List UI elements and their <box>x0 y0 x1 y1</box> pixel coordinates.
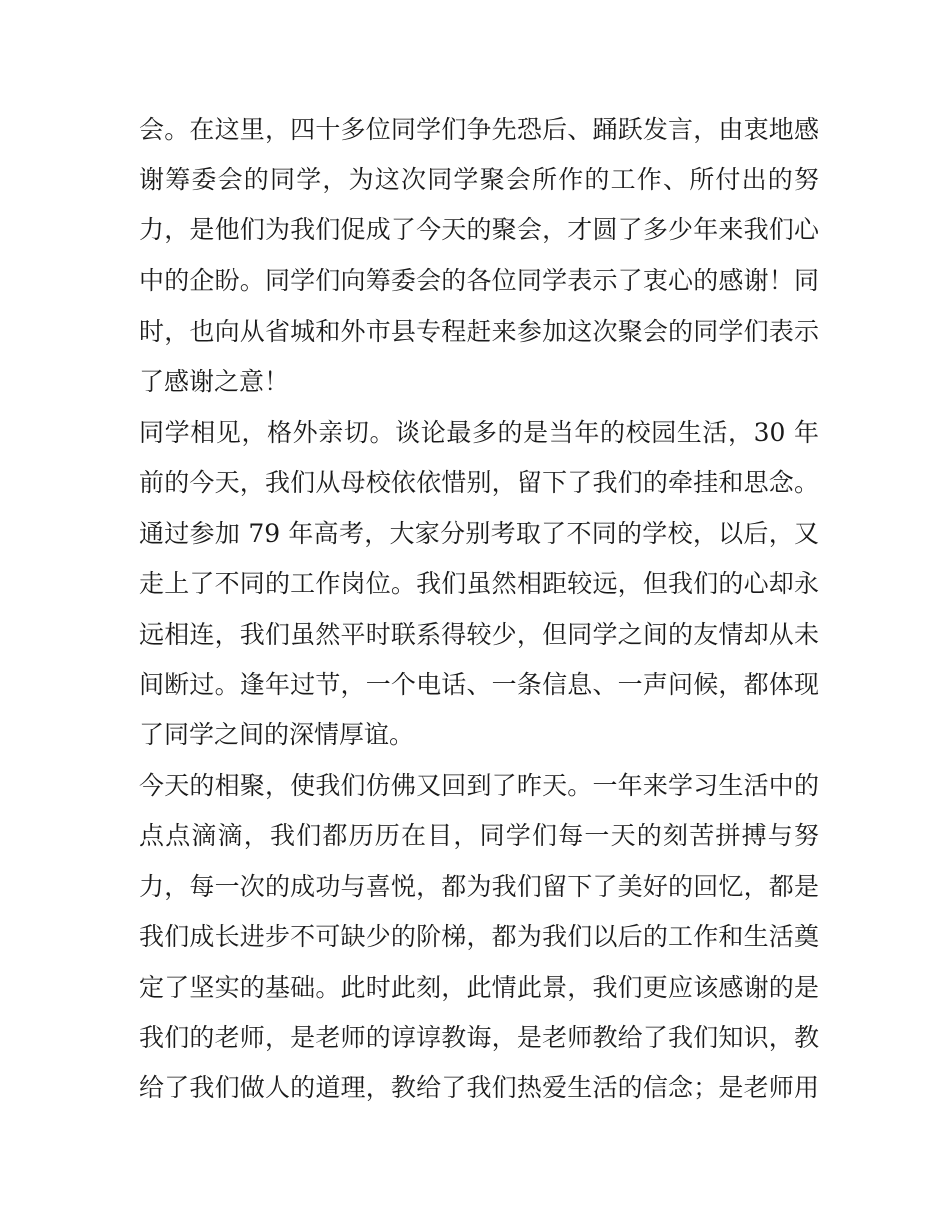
text-line: 给了我们做人的道理，教给了我们热爱生活的信念；是老师用 <box>139 1073 819 1102</box>
text-line: 同学相见，格外亲切。谈论最多的是当年的校园生活，30 年 <box>139 418 819 447</box>
text-line: 了同学之间的深情厚谊。 <box>139 720 415 749</box>
text-line: 谢筹委会的同学，为这次同学聚会所作的工作、所付出的努 <box>139 165 819 194</box>
text-line: 间断过。逢年过节，一个电话、一条信息、一声问候，都体现 <box>139 670 819 699</box>
text-line: 力，是他们为我们促成了今天的聚会，才圆了多少年来我们心 <box>139 215 819 244</box>
text-line: 中的企盼。同学们向筹委会的各位同学表示了衷心的感谢！同 <box>139 266 819 295</box>
text-line: 通过参加 79 年高考，大家分别考取了不同的学校，以后，又 <box>139 519 819 548</box>
text-line: 我们成长进步不可缺少的阶梯，都为我们以后的工作和生活奠 <box>139 922 819 951</box>
text-line: 时，也向从省城和外市县专程赶来参加这次聚会的同学们表示 <box>139 317 819 346</box>
text-line: 点点滴滴，我们都历历在目，同学们每一天的刻苦拼搏与努 <box>139 821 819 850</box>
text-line: 今天的相聚，使我们仿佛又回到了昨天。一年来学习生活中的 <box>139 771 819 800</box>
text-line: 远相连，我们虽然平时联系得较少，但同学之间的友情却从未 <box>139 620 819 649</box>
text-line: 我们的老师，是老师的谆谆教诲，是老师教给了我们知识，教 <box>139 1023 819 1052</box>
text-line: 力，每一次的成功与喜悦，都为我们留下了美好的回忆，都是 <box>139 872 819 901</box>
text-line: 定了坚实的基础。此时此刻，此情此景，我们更应该感谢的是 <box>139 973 819 1002</box>
text-line: 了感谢之意！ <box>139 367 290 396</box>
text-line: 走上了不同的工作岗位。我们虽然相距较远，但我们的心却永 <box>139 569 819 598</box>
text-line: 前的今天，我们从母校依依惜别，留下了我们的牵挂和思念。 <box>139 468 819 497</box>
text-line: 会。在这里，四十多位同学们争先恐后、踊跃发言，由衷地感 <box>139 115 819 144</box>
